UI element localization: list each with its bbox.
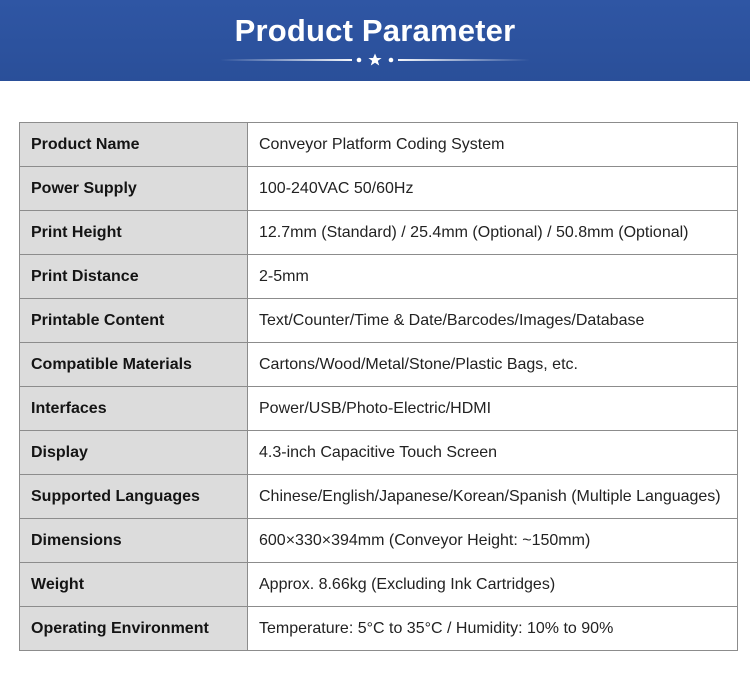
table-row	[20, 123, 738, 167]
spec-value: Conveyor Platform Coding System	[248, 123, 738, 167]
spec-label: Print Height	[20, 211, 248, 255]
spec-label: Compatible Materials	[20, 343, 248, 387]
spec-label: Print Distance	[20, 255, 248, 299]
star-divider-icon	[220, 52, 530, 68]
table-row	[20, 607, 738, 651]
spec-value: 4.3-inch Capacitive Touch Screen	[248, 431, 738, 475]
table-row	[20, 211, 738, 255]
spec-label: Supported Languages	[20, 475, 248, 519]
spec-value: Temperature: 5°C to 35°C / Humidity: 10% to 90%	[248, 607, 738, 651]
table-row	[20, 343, 738, 387]
spec-label: Display	[20, 431, 248, 475]
spec-label: Printable Content	[20, 299, 248, 343]
spec-value: Power/USB/Photo-Electric/HDMI	[248, 387, 738, 431]
table-row	[20, 475, 738, 519]
spec-value: 12.7mm (Standard) / 25.4mm (Optional) / 50.8mm (Optional)	[248, 211, 738, 255]
spec-value: 100-240VAC 50/60Hz	[248, 167, 738, 211]
spec-label: Power Supply	[20, 167, 248, 211]
spec-value: Cartons/Wood/Metal/Stone/Plastic Bags, etc.	[248, 343, 738, 387]
table-row	[20, 431, 738, 475]
table-row	[20, 387, 738, 431]
page-title: Product Parameter	[234, 13, 516, 48]
spec-value: 2-5mm	[248, 255, 738, 299]
table-row	[20, 563, 738, 607]
table-row	[20, 519, 738, 563]
spec-value: Chinese/English/Japanese/Korean/Spanish (Multiple Languages)	[248, 475, 738, 519]
spec-value: 600×330×394mm (Conveyor Height: ~150mm)	[248, 519, 738, 563]
spec-value: Approx. 8.66kg (Excluding Ink Cartridges)	[248, 563, 738, 607]
header-banner	[0, 0, 750, 81]
spec-table-body	[20, 123, 738, 651]
table-row	[20, 299, 738, 343]
spec-table	[19, 122, 738, 651]
table-row	[20, 255, 738, 299]
spec-label: Interfaces	[20, 387, 248, 431]
spec-label: Product Name	[20, 123, 248, 167]
spec-label: Operating Environment	[20, 607, 248, 651]
spec-label: Dimensions	[20, 519, 248, 563]
spec-value: Text/Counter/Time & Date/Barcodes/Images/Database	[248, 299, 738, 343]
spec-label: Weight	[20, 563, 248, 607]
table-row	[20, 167, 738, 211]
